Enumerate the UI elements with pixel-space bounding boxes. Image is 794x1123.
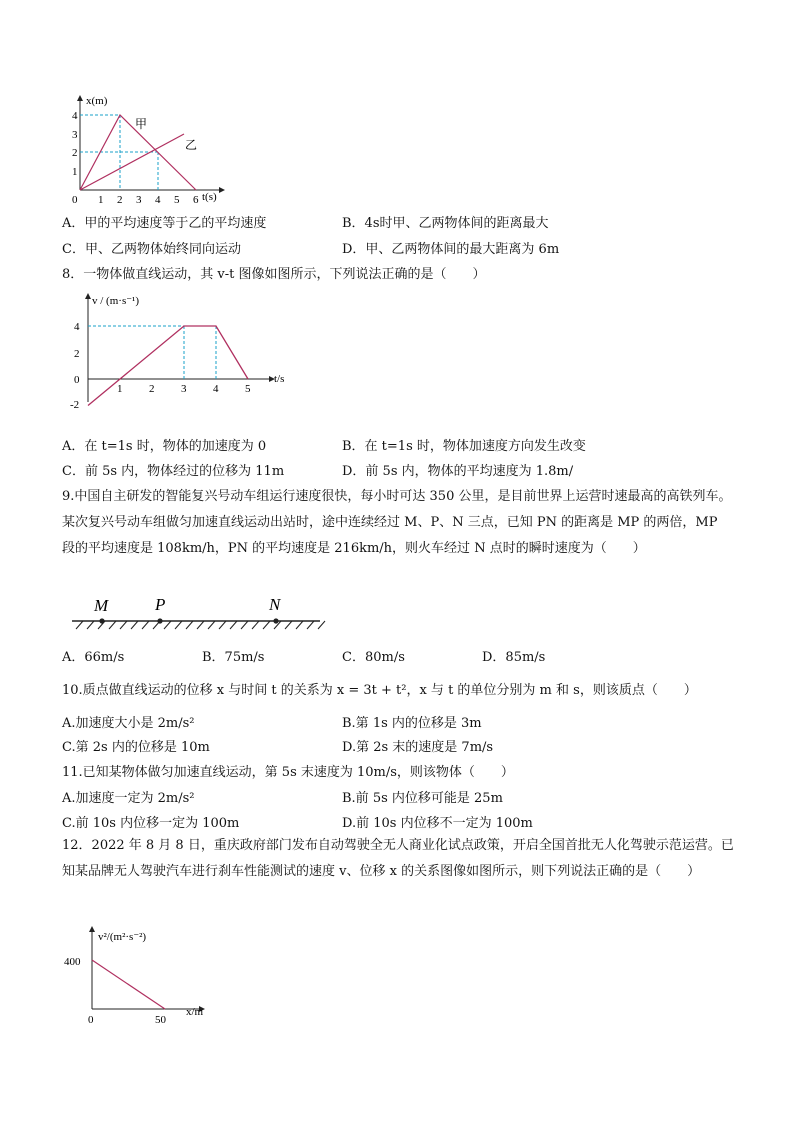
mpn-diagram xyxy=(62,593,332,631)
x-tick: 4 xyxy=(155,194,161,206)
x-tick: 50 xyxy=(155,1014,166,1025)
hatch-mark xyxy=(142,621,149,629)
hatch-mark xyxy=(230,621,237,629)
y-axis-label: v²/(m²·s⁻²) xyxy=(98,931,147,943)
hatch-mark xyxy=(109,621,116,629)
hatch-mark xyxy=(76,621,83,629)
hatch-mark xyxy=(307,621,314,629)
q7-option-c: C．甲、乙两物体始终同向运动 xyxy=(62,242,241,257)
q9-option-a: A．66m/s xyxy=(62,650,125,665)
v2x-graph xyxy=(62,925,232,1025)
x-tick: 1 xyxy=(98,194,104,206)
label-p: P xyxy=(155,595,166,614)
q12-text: 12．2022 年 8 月 8 日，重庆政府部门发布自动驾驶全无人商业化试点政策，开启全国首批无人化驾驶示范运营。已知某品牌无人驾驶汽车进行刹车性能测试的速度 v、位移 x 的关系图像如图所示，则下列说法正确的是（ ） xyxy=(62,838,734,879)
q8-stem: 8．一物体做直线运动，其 v-t 图像如图所示，下列说法正确的是（ ） xyxy=(62,267,486,282)
y-tick: 400 xyxy=(64,956,81,968)
vt-series xyxy=(88,326,248,406)
hatch-mark xyxy=(175,621,182,629)
x-axis-label: t/s xyxy=(274,373,285,385)
label-yi: 乙 xyxy=(185,138,198,152)
x-tick: 6 xyxy=(193,194,199,206)
y-axis-label: x(m) xyxy=(86,95,108,107)
q9-option-b: B．75m/s xyxy=(202,650,265,665)
q11-option-c: C.前 10s 内位移一定为 100m xyxy=(62,816,240,831)
q11-option-b: B.前 5s 内位移可能是 25m xyxy=(342,791,503,806)
label-m: M xyxy=(94,596,109,615)
point-n xyxy=(273,618,278,623)
q11-option-a: A.加速度一定为 2m/s² xyxy=(62,791,195,806)
q10-stem: 10.质点做直线运动的位移 x 与时间 t 的关系为 x = 3t + t²，x 与 t 的单位分别为 m 和 s，则该质点（ ） xyxy=(62,683,697,698)
q7-option-a: A．甲的平均速度等于乙的平均速度 xyxy=(62,216,267,231)
q10-option-c: C.第 2s 内的位移是 10m xyxy=(62,740,210,755)
y-tick: 4 xyxy=(74,321,80,333)
q10-option-a: A.加速度大小是 2m/s² xyxy=(62,716,195,731)
label-jia: 甲 xyxy=(135,117,148,131)
y-tick: 0 xyxy=(72,194,78,206)
q8-option-b: B．在 t=1s 时，物体加速度方向发生改变 xyxy=(342,439,586,454)
point-p xyxy=(157,618,162,623)
x-tick: 2 xyxy=(117,194,123,206)
hatch-mark xyxy=(164,621,171,629)
q11-stem: 11.已知某物体做匀加速直线运动，第 5s 末速度为 10m/s，则该物体（ ） xyxy=(62,765,514,780)
x-tick: 3 xyxy=(181,383,187,395)
y-axis-label: v / (m·s⁻¹) xyxy=(92,295,139,307)
hatch-mark xyxy=(241,621,248,629)
hatch-mark xyxy=(296,621,303,629)
hatch-mark xyxy=(263,621,270,629)
x-tick: 3 xyxy=(136,194,142,206)
hatch-mark xyxy=(219,621,226,629)
x-tick: 2 xyxy=(149,383,155,395)
vt-line xyxy=(88,326,248,406)
y-tick: 3 xyxy=(72,129,78,141)
hatch-mark xyxy=(318,621,325,629)
x-tick: 4 xyxy=(213,383,219,395)
y-tick: 4 xyxy=(72,110,78,122)
q8-option-a: A．在 t=1s 时，物体的加速度为 0 xyxy=(62,439,267,454)
q11-option-d: D.前 10s 内位移不一定为 100m xyxy=(342,816,533,831)
q7-option-b: B．4s时甲、乙两物体间的距离最大 xyxy=(342,216,549,231)
label-n: N xyxy=(269,595,281,614)
x-tick: 5 xyxy=(245,383,251,395)
y-tick: 2 xyxy=(74,348,80,360)
hatch-mark xyxy=(186,621,193,629)
x-tick: 5 xyxy=(174,194,180,206)
hatch-mark xyxy=(285,621,292,629)
hatch-mark xyxy=(87,621,94,629)
q8-option-d: D．前 5s 内，物体的平均速度为 1.8m/ xyxy=(342,464,574,479)
xt-graph xyxy=(62,92,232,207)
hatch-mark xyxy=(208,621,215,629)
v2x-line xyxy=(92,960,165,1009)
q10-option-b: B.第 1s 内的位移是 3m xyxy=(342,716,482,731)
q9-text: 9.中国自主研发的智能复兴号动车组运行速度很快，每小时可达 350 公里，是目前世界上运营时速最高的高铁列车。某次复兴号动车组做匀加速直线运动出站时，途中连续经过 M、P、N 三点，已知 PN 的距离是 MP 的两倍，MP 段的平均速度是 108km/h，PN 的平均速度是 216km/h，则火车经过 N 点时的瞬时速度为（ ） xyxy=(62,489,732,556)
q9-option-c: C．80m/s xyxy=(342,650,405,665)
point-m xyxy=(99,618,104,623)
ground-hatch xyxy=(76,621,325,629)
y-tick: -2 xyxy=(70,399,80,410)
y-tick: 2 xyxy=(72,147,78,159)
y-tick: 1 xyxy=(72,166,78,178)
vt-graph xyxy=(62,290,302,410)
x-axis-label: x/m xyxy=(186,1006,204,1018)
hatch-mark xyxy=(197,621,204,629)
x-tick: 1 xyxy=(117,383,123,395)
q7-option-d: D．甲、乙两物体间的最大距离为 6m xyxy=(342,242,560,257)
origin-label: 0 xyxy=(88,1014,94,1025)
q10-option-d: D.第 2s 末的速度是 7m/s xyxy=(342,740,494,755)
y-tick: 0 xyxy=(74,374,80,386)
hatch-mark xyxy=(131,621,138,629)
q9-option-d: D．85m/s xyxy=(482,650,546,665)
hatch-mark xyxy=(120,621,127,629)
q8-option-c: C．前 5s 内，物体经过的位移为 11m xyxy=(62,464,285,479)
hatch-mark xyxy=(252,621,259,629)
x-axis-label: t(s) xyxy=(202,191,217,203)
